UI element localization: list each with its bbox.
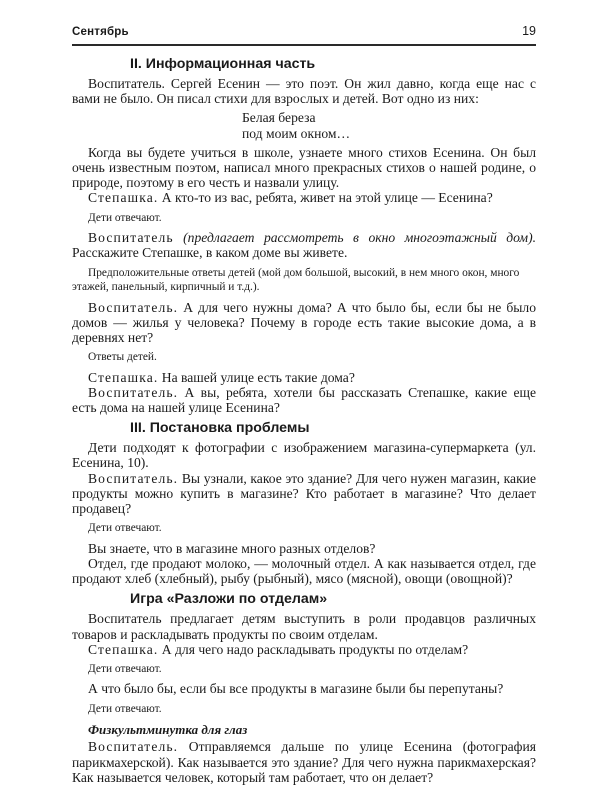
speech: На вашей улице есть такие дома? (158, 369, 355, 385)
dialogue-line (72, 471, 536, 517)
dialogue-line (72, 190, 536, 205)
dialogue-line (72, 385, 536, 415)
stage-note: Дети отвечают. (88, 522, 162, 535)
speaker: Степашка. (88, 190, 159, 206)
speaker: Воспитатель. (88, 470, 179, 486)
speech: А для чего нужны дома? А что было бы, если бы не было домов — жилья у человека? Почему в городе есть такие высокие дома, а в деревнях нет? (72, 299, 536, 345)
speaker: Степашка. (88, 641, 159, 657)
stage-note: Дети отвечают. (88, 702, 162, 715)
speech: А вы, ребята, хотели бы рассказать Степашке, какие еще есть дома на нашей улице Есенина? (72, 384, 536, 416)
dialogue-line (72, 739, 536, 785)
page-number: 19 (522, 24, 536, 38)
heading-info-part: II. Информационная часть (130, 56, 316, 72)
subheading-eye-exercise: Физкультминутка для глаз (88, 722, 248, 738)
stage-note: Дети отвечают. (88, 662, 162, 675)
paragraph: Вы знаете, что в магазине много разных отделов? (88, 540, 376, 556)
speech: А для чего надо раскладывать продукты по отделам? (158, 641, 469, 657)
dialogue-line (72, 642, 536, 657)
dialogue-line (72, 230, 536, 260)
page-content (72, 54, 536, 785)
paragraph: Воспитатель. Сергей Есенин — это поэт. Он жил давно, когда еще нас с вами не было. Он писал стихи для взрослых и детей. Вот одно из них: (72, 76, 536, 107)
speech: Расскажите Степашке, в каком доме вы живете. (72, 245, 348, 261)
paragraph: Дети подходят к фотографии с изображением магазина-супермаркета (ул. Есенина, 10). (72, 440, 536, 471)
paragraph: Когда вы будете учиться в школе, узнаете много стихов Есенина. Он был очень известным поэтом, написал много прекрасных стихов о нашей родине, о природе, поэтому в его честь и назвали улицу. (72, 144, 536, 191)
speaker: Воспитатель. (88, 384, 179, 400)
speaker: Воспитатель (88, 230, 174, 246)
heading-game: Игра «Разложи по отделам» (130, 591, 328, 608)
stage-note: Дети отвечают. (88, 211, 162, 224)
paragraph: Воспитатель предлагает детям выступить в роли продавцов различных товаров и раскладывать продукты по своим отделам. (72, 611, 536, 642)
poem (242, 110, 536, 140)
speaker: Воспитатель. (88, 739, 179, 755)
poem-line: Белая береза (242, 110, 316, 126)
speaker: Воспитатель. (88, 299, 179, 315)
stage-direction: (предлагает рассмотреть в окно многоэтажный дом). (173, 230, 536, 246)
speaker: Степашка. (88, 369, 159, 385)
stage-note: Предположительные ответы детей (мой дом большой, высокий, в нем много окон, много этажей, панельный, кирпичный и т.д.). (72, 266, 520, 294)
dialogue-line (72, 370, 536, 385)
speech: А кто-то из вас, ребята, живет на этой улице — Есенина? (158, 190, 493, 206)
paragraph: А что было бы, если бы все продукты в магазине были бы перепутаны? (88, 681, 504, 697)
section-title: Сентябрь (72, 26, 129, 38)
paragraph: Отдел, где продают молоко, — молочный отдел. А как называется отдел, где продают хлеб (хлебный), рыбу (рыбный), мясо (мясной), овощи (овощной)? (72, 555, 536, 587)
dialogue-line (72, 300, 536, 346)
heading-problem: III. Постановка проблемы (130, 420, 310, 437)
speech: Отправляемся дальше по улице Есенина (фотография парикмахерской). Как называется это здание? Для чего нужна парикмахерская? Как называется человек, который там работает, что он делает? (72, 739, 536, 785)
stage-note: Ответы детей. (88, 351, 157, 364)
running-head (72, 26, 536, 46)
poem-line: под моим окном… (242, 125, 351, 141)
speech: Вы узнали, какое это здание? Для чего нужен магазин, какие продукты можно купить в магазине? Кто работает в магазине? Что делает продавец? (72, 470, 536, 517)
